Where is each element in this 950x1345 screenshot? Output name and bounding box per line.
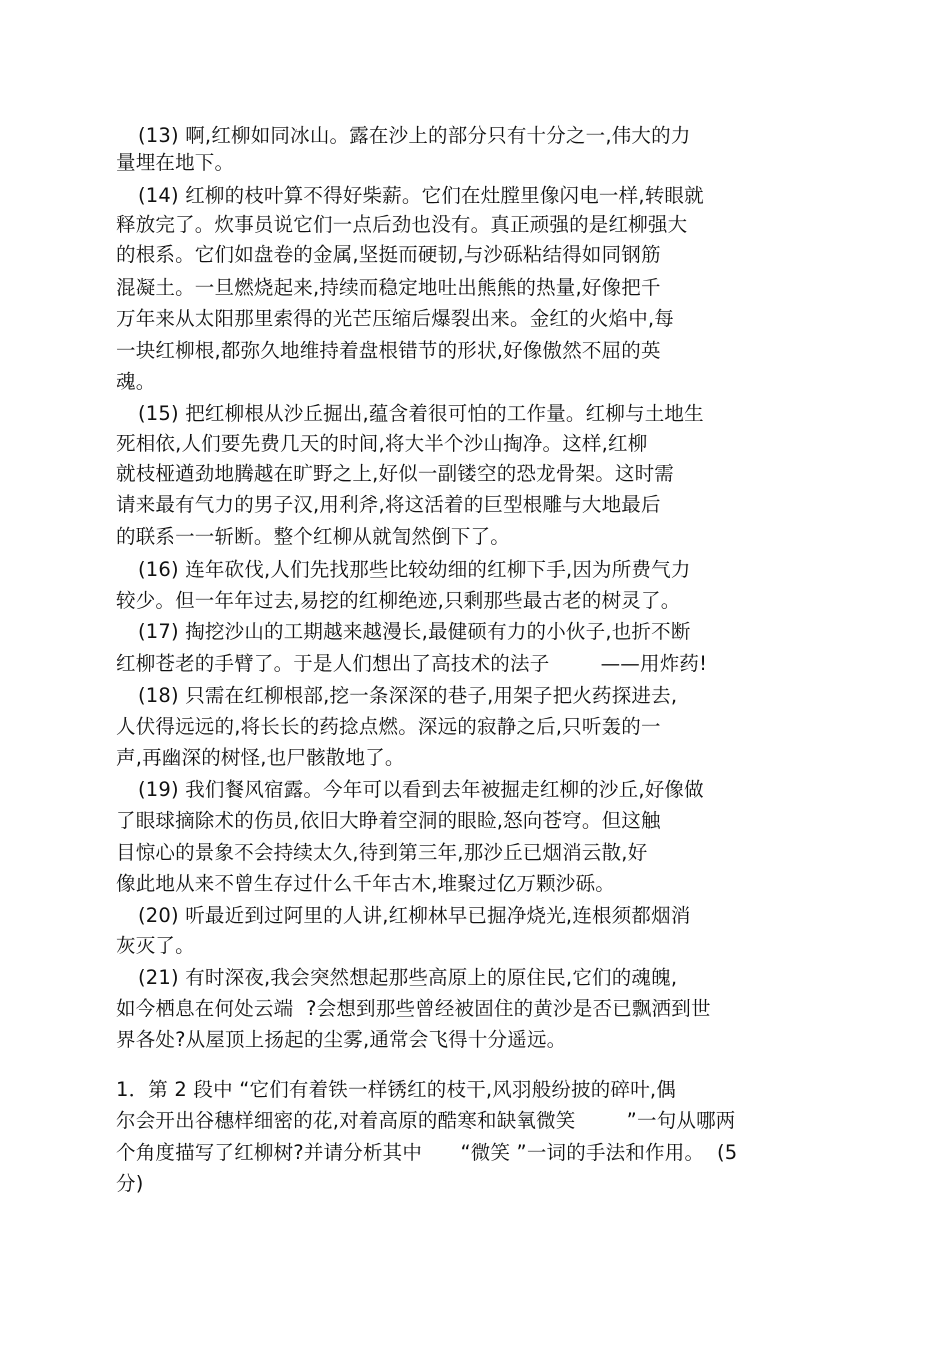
paragraph-14-line-2: 释放完了。炊事员说它们一点后劲也没有。真正顽强的是红柳强大 (116, 213, 688, 236)
paragraph-15-line-4: 请来最有气力的男子汉,用利斧,将这活着的巨型根雕与大地最后 (116, 493, 661, 516)
paragraph-17-line-1: (17) 掏挖沙山的工期越来越漫长,最健硕有力的小伙子,也折不断 (138, 620, 691, 643)
paragraph-19-line-3: 目惊心的景象不会持续太久,待到第三年,那沙丘已烟消云散,好 (116, 841, 648, 864)
paragraph-21-line-3: 界各处?从屋顶上扬起的尘雾,通常会飞得十分遥远。 (116, 1028, 567, 1051)
paragraph-13-line-2: 量埋在地下。 (116, 151, 235, 174)
paragraph-14-line-7: 魂。 (116, 370, 156, 393)
paragraph-14-line-3: 的根系。它们如盘卷的金属,坚挺而硬韧,与沙砾粘结得如同钢筋 (116, 243, 661, 266)
paragraph-14-line-6: 一块红柳根,都弥久地维持着盘根错节的形状,好像傲然不屈的英 (116, 339, 661, 362)
paragraph-18-line-2: 人伏得远远的,将长长的药捻点燃。深远的寂静之后,只听轰的一 (116, 715, 661, 738)
paragraph-18-line-3: 声,再幽深的树怪,也尸骸散地了。 (116, 746, 405, 769)
paragraph-20-line-1: (20) 听最近到过阿里的人讲,红柳林早已掘净烧光,连根须都烟消 (138, 904, 691, 927)
question-1-line-3: 个角度描写了红柳树?并请分析其中 “微笑 ”一词的手法和作用。 (5 (116, 1141, 738, 1164)
paragraph-13-line-1: (13) 啊,红柳如同冰山。露在沙上的部分只有十分之一,伟大的力 (138, 124, 691, 147)
paragraph-21-line-1: (21) 有时深夜,我会突然想起那些高原上的原住民,它们的魂魄, (138, 966, 678, 989)
paragraph-14-line-1: (14) 红柳的枝叶算不得好柴薪。它们在灶膛里像闪电一样,转眼就 (138, 184, 704, 207)
paragraph-15-line-2: 死相依,人们要先费几天的时间,将大半个沙山掏净。这样,红柳 (116, 432, 648, 455)
paragraph-18-line-1: (18) 只需在红柳根部,挖一条深深的巷子,用架子把火药探进去, (138, 684, 678, 707)
question-1-line-1: 1．第 2 段中 “它们有着铁一样锈红的枝干,风羽般纷披的碎叶,偶 (116, 1078, 677, 1101)
paragraph-16-line-1: (16) 连年砍伐,人们先找那些比较幼细的红柳下手,因为所费气力 (138, 558, 691, 581)
paragraph-15-line-3: 就枝桠遒劲地腾越在旷野之上,好似一副镂空的恐龙骨架。这时需 (116, 462, 674, 485)
paragraph-21-line-2: 如今栖息在何处云端 ?会想到那些曾经被固住的黄沙是否已飘洒到世 (116, 997, 711, 1020)
paragraph-19-line-1: (19) 我们餐风宿露。今年可以看到去年被掘走红柳的沙丘,好像做 (138, 778, 704, 801)
paragraph-14-line-4: 混凝土。一旦燃烧起来,持续而稳定地吐出熊熊的热量,好像把千 (116, 276, 661, 299)
question-1-line-4: 分) (116, 1172, 144, 1195)
paragraph-20-line-2: 灰灭了。 (116, 934, 195, 957)
paragraph-19-line-2: 了眼球摘除术的伤员,依旧大睁着空洞的眼睑,怒向苍穹。但这触 (116, 809, 661, 832)
paragraph-15-line-1: (15) 把红柳根从沙丘掘出,蕴含着很可怕的工作量。红柳与土地生 (138, 402, 704, 425)
paragraph-15-line-5: 的联系一一斩断。整个红柳从就訇然倒下了。 (116, 525, 511, 548)
paragraph-16-line-2: 较少。但一年年过去,易挖的红柳绝迹,只剩那些最古老的树灵了。 (116, 589, 681, 612)
paragraph-19-line-4: 像此地从来不曾生存过什么千年古木,堆聚过亿万颗沙砾。 (116, 872, 615, 895)
paragraph-14-line-5: 万年来从太阳那里索得的光芒压缩后爆裂出来。金红的火焰中,每 (116, 307, 674, 330)
paragraph-17-line-2: 红柳苍老的手臂了。于是人们想出了高技术的法子 ——用炸药! (116, 652, 708, 675)
question-1-line-2: 尔会开出谷穗样细密的花,对着高原的酷寒和缺氧微笑 ”一句从哪两 (116, 1109, 736, 1132)
